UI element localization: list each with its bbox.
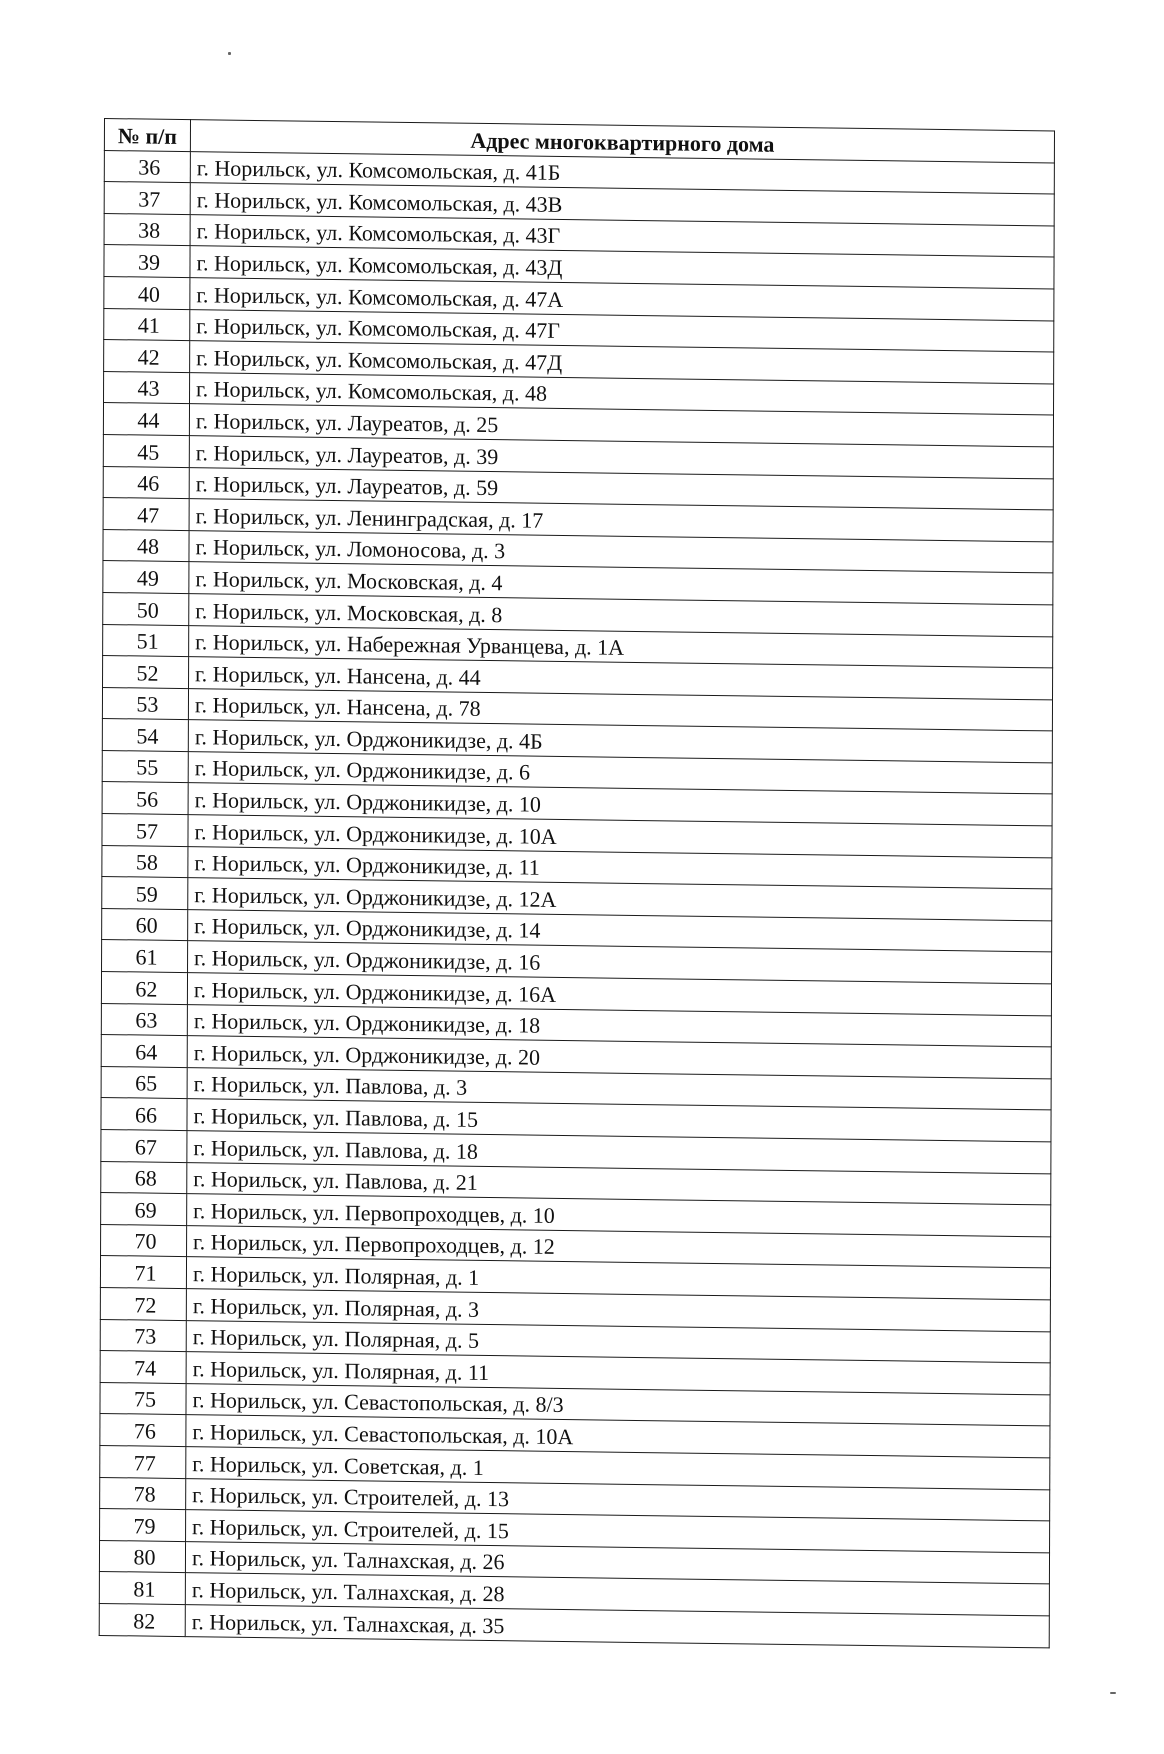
row-number-cell: 43 bbox=[104, 371, 190, 404]
row-number-cell: 69 bbox=[101, 1193, 187, 1226]
row-number-cell: 44 bbox=[103, 403, 189, 436]
address-cell: г. Норильск, ул. Орджоникидзе, д. 18 bbox=[187, 1004, 1051, 1047]
address-cell: г. Норильск, ул. Комсомольская, д. 48 bbox=[190, 372, 1054, 415]
address-cell: г. Норильск, ул. Орджоникидзе, д. 12А bbox=[188, 878, 1052, 921]
address-cell: г. Норильск, ул. Лауреатов, д. 59 bbox=[189, 467, 1053, 510]
address-cell: г. Норильск, ул. Орджоникидзе, д. 11 bbox=[188, 846, 1052, 889]
address-cell: г. Норильск, ул. Комсомольская, д. 47Д bbox=[190, 341, 1054, 384]
address-cell: г. Норильск, ул. Московская, д. 4 bbox=[189, 562, 1053, 605]
address-cell: г. Норильск, ул. Павлова, д. 21 bbox=[187, 1162, 1051, 1205]
row-number-cell: 63 bbox=[101, 1003, 187, 1036]
address-cell: г. Норильск, ул. Комсомольская, д. 47Г bbox=[190, 309, 1054, 352]
address-table-wrapper bbox=[99, 118, 1054, 1648]
address-cell: г. Норильск, ул. Комсомольская, д. 43Д bbox=[190, 246, 1054, 289]
address-cell: г. Норильск, ул. Московская, д. 8 bbox=[189, 594, 1053, 637]
row-number-cell: 76 bbox=[100, 1414, 186, 1447]
row-number-cell: 46 bbox=[103, 466, 189, 499]
row-number-cell: 59 bbox=[102, 877, 188, 910]
row-number-cell: 68 bbox=[101, 1161, 187, 1194]
address-cell: г. Норильск, ул. Талнахская, д. 35 bbox=[185, 1604, 1049, 1647]
row-number-cell: 45 bbox=[103, 434, 189, 467]
address-cell: г. Норильск, ул. Строителей, д. 15 bbox=[186, 1510, 1050, 1553]
address-cell: г. Норильск, ул. Набережная Урванцева, д. 1А bbox=[189, 625, 1053, 668]
address-cell: г. Норильск, ул. Нансена, д. 78 bbox=[188, 688, 1052, 731]
row-number-cell: 79 bbox=[100, 1509, 186, 1542]
row-number-cell: 53 bbox=[102, 687, 188, 720]
row-number-cell: 72 bbox=[100, 1287, 186, 1320]
address-cell: г. Норильск, ул. Комсомольская, д. 41Б bbox=[190, 151, 1054, 194]
address-cell: г. Норильск, ул. Орджоникидзе, д. 6 bbox=[188, 751, 1052, 794]
row-number-cell: 51 bbox=[103, 624, 189, 657]
row-number-cell: 40 bbox=[104, 276, 190, 309]
row-number-cell: 65 bbox=[101, 1066, 187, 1099]
address-cell: г. Норильск, ул. Севастопольская, д. 8/3 bbox=[186, 1383, 1050, 1426]
address-cell: г. Норильск, ул. Ломоносова, д. 3 bbox=[189, 530, 1053, 573]
row-number-cell: 66 bbox=[101, 1098, 187, 1131]
scan-speck bbox=[1110, 1692, 1116, 1694]
row-number-cell: 75 bbox=[100, 1382, 186, 1415]
row-number-cell: 52 bbox=[103, 656, 189, 689]
row-number-cell: 54 bbox=[102, 719, 188, 752]
row-number-cell: 48 bbox=[103, 529, 189, 562]
address-cell: г. Норильск, ул. Лауреатов, д. 39 bbox=[189, 436, 1053, 479]
column-header-number: № п/п bbox=[104, 119, 190, 152]
address-cell: г. Норильск, ул. Комсомольская, д. 43В bbox=[190, 183, 1054, 226]
row-number-cell: 80 bbox=[99, 1540, 185, 1573]
row-number-cell: 39 bbox=[104, 245, 190, 278]
row-number-cell: 36 bbox=[104, 150, 190, 183]
row-number-cell: 49 bbox=[103, 561, 189, 594]
address-cell: г. Норильск, ул. Талнахская, д. 28 bbox=[185, 1573, 1049, 1616]
address-cell: г. Норильск, ул. Орджоникидзе, д. 16 bbox=[188, 941, 1052, 984]
address-cell: г. Норильск, ул. Орджоникидзе, д. 10 bbox=[188, 783, 1052, 826]
row-number-cell: 64 bbox=[101, 1035, 187, 1068]
address-cell: г. Норильск, ул. Полярная, д. 3 bbox=[186, 1289, 1050, 1332]
row-number-cell: 41 bbox=[104, 308, 190, 341]
column-header-address: Адрес многоквартирного дома bbox=[190, 120, 1054, 163]
row-number-cell: 77 bbox=[100, 1445, 186, 1478]
address-cell: г. Норильск, ул. Севастопольская, д. 10А bbox=[186, 1415, 1050, 1458]
address-cell: г. Норильск, ул. Советская, д. 1 bbox=[186, 1447, 1050, 1490]
address-cell: г. Норильск, ул. Орджоникидзе, д. 16А bbox=[187, 973, 1051, 1016]
row-number-cell: 58 bbox=[102, 845, 188, 878]
address-cell: г. Норильск, ул. Комсомольская, д. 43Г bbox=[190, 214, 1054, 257]
address-cell: г. Норильск, ул. Орджоникидзе, д. 14 bbox=[188, 909, 1052, 952]
address-cell: г. Норильск, ул. Полярная, д. 11 bbox=[186, 1352, 1050, 1395]
address-cell: г. Норильск, ул. Орджоникидзе, д. 20 bbox=[187, 1036, 1051, 1079]
row-number-cell: 37 bbox=[104, 182, 190, 215]
row-number-cell: 42 bbox=[104, 340, 190, 373]
address-cell: г. Норильск, ул. Ленинградская, д. 17 bbox=[189, 499, 1053, 542]
row-number-cell: 81 bbox=[99, 1572, 185, 1605]
address-cell: г. Норильск, ул. Павлова, д. 3 bbox=[187, 1067, 1051, 1110]
address-cell: г. Норильск, ул. Полярная, д. 1 bbox=[186, 1257, 1050, 1300]
row-number-cell: 55 bbox=[102, 750, 188, 783]
address-cell: г. Норильск, ул. Павлова, д. 18 bbox=[187, 1131, 1051, 1174]
row-number-cell: 60 bbox=[102, 908, 188, 941]
address-cell: г. Норильск, ул. Павлова, д. 15 bbox=[187, 1099, 1051, 1142]
row-number-cell: 38 bbox=[104, 213, 190, 246]
address-table bbox=[99, 118, 1055, 1648]
address-cell: г. Норильск, ул. Нансена, д. 44 bbox=[189, 657, 1053, 700]
row-number-cell: 78 bbox=[100, 1477, 186, 1510]
row-number-cell: 56 bbox=[102, 782, 188, 815]
row-number-cell: 70 bbox=[101, 1224, 187, 1257]
address-cell: г. Норильск, ул. Первопроходцев, д. 12 bbox=[187, 1225, 1051, 1268]
row-number-cell: 82 bbox=[99, 1603, 185, 1636]
row-number-cell: 47 bbox=[103, 498, 189, 531]
table-body bbox=[99, 150, 1054, 1647]
address-cell: г. Норильск, ул. Талнахская, д. 26 bbox=[185, 1541, 1049, 1584]
row-number-cell: 71 bbox=[100, 1256, 186, 1289]
row-number-cell: 74 bbox=[100, 1351, 186, 1384]
address-cell: г. Норильск, ул. Орджоникидзе, д. 10А bbox=[188, 815, 1052, 858]
address-cell: г. Норильск, ул. Орджоникидзе, д. 4Б bbox=[188, 720, 1052, 763]
address-cell: г. Норильск, ул. Первопроходцев, д. 10 bbox=[187, 1194, 1051, 1237]
row-number-cell: 57 bbox=[102, 814, 188, 847]
address-cell: г. Норильск, ул. Полярная, д. 5 bbox=[186, 1320, 1050, 1363]
row-number-cell: 62 bbox=[101, 972, 187, 1005]
row-number-cell: 67 bbox=[101, 1129, 187, 1162]
address-cell: г. Норильск, ул. Строителей, д. 13 bbox=[186, 1478, 1050, 1521]
address-cell: г. Норильск, ул. Комсомольская, д. 47А bbox=[190, 278, 1054, 321]
row-number-cell: 61 bbox=[102, 940, 188, 973]
row-number-cell: 73 bbox=[100, 1319, 186, 1352]
scan-speck bbox=[228, 52, 231, 55]
address-cell: г. Норильск, ул. Лауреатов, д. 25 bbox=[189, 404, 1053, 447]
row-number-cell: 50 bbox=[103, 592, 189, 625]
